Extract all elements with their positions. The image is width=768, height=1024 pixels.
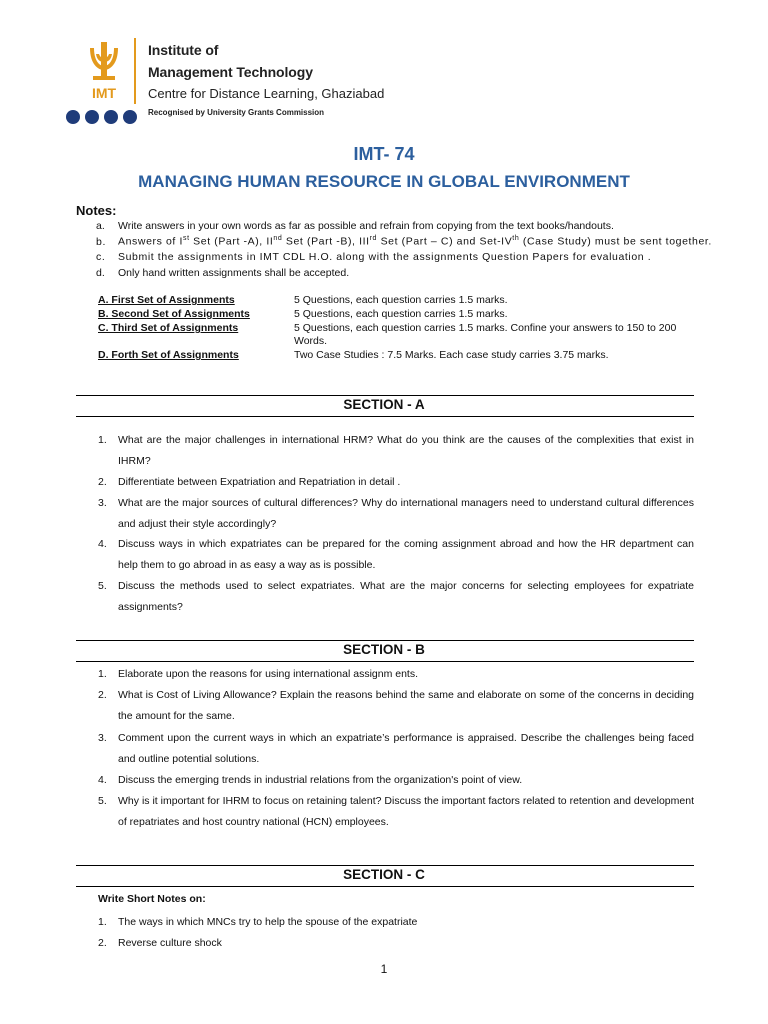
question-text: Elaborate upon the reasons for using international assignm ents.	[118, 668, 419, 680]
recognition-text: Recognised by University Grants Commission	[148, 108, 325, 117]
institute-centre: Centre for Distance Learning, Ghaziabad	[148, 86, 385, 101]
question-text: Differentiate between Expatriation and Repatriation in detail .	[118, 476, 401, 488]
question-number: 2.	[98, 937, 107, 949]
dot	[123, 110, 137, 124]
note-c	[96, 251, 651, 263]
institute-name-line2: Management Technology	[148, 64, 313, 80]
ordinal: nd	[273, 235, 283, 242]
set-d-desc: Two Case Studies : 7.5 Marks. Each case study carries 3.75 marks.	[294, 349, 609, 361]
section-rule	[76, 395, 694, 396]
set-a-desc: 5 Questions, each question carries 1.5 marks.	[294, 294, 508, 306]
note-letter: a.	[96, 220, 105, 232]
section-rule	[76, 640, 694, 641]
note-a	[96, 220, 614, 232]
question-number: 5.	[98, 795, 107, 807]
institute-name-line1: Institute of	[148, 42, 219, 58]
section-b-question-4	[98, 770, 694, 791]
section-a-question-3	[98, 493, 694, 535]
question-number: 2.	[98, 476, 107, 488]
question-text: Discuss the methods used to select expatriates. What are the major concerns for selecting employees for expatriate assignments?	[118, 580, 694, 613]
set-b-name: B. Second Set of Assignments	[98, 308, 250, 320]
ordinal: rd	[369, 235, 378, 242]
page-number: 1	[380, 962, 388, 976]
set-c-desc: 5 Questions, each question carries 1.5 marks. Confine your answers to 150 to 200 Words.	[294, 322, 677, 347]
dot	[104, 110, 118, 124]
course-code: IMT- 74	[353, 144, 415, 164]
section-b-question-1	[98, 664, 694, 685]
question-number: 3.	[98, 497, 107, 509]
imt-logo	[76, 40, 132, 102]
dot	[85, 110, 99, 124]
note-text: Only hand written assignments shall be accepted.	[118, 267, 350, 279]
question-number: 4.	[98, 774, 107, 786]
note-text: Set (Part -A), II	[189, 235, 274, 248]
question-text: Why is it important for IHRM to focus on retaining talent? Discuss the important factors related to retention and development of repatriates and host country national (HCN) employees.	[118, 795, 694, 828]
section-b-question-3	[98, 728, 694, 770]
question-text: Discuss the emerging trends in industrial relations from the organization's point of view.	[118, 774, 523, 786]
logo-text: IMT	[91, 85, 117, 101]
question-number: 1.	[98, 668, 107, 680]
note-text: Set (Part -B), III	[282, 235, 370, 248]
note-text: Answers of I	[118, 235, 183, 248]
section-rule	[76, 865, 694, 866]
question-text: Comment upon the current ways in which an expatriate’s performance is appraised. Describe the challenges being faced and outline potential solutions.	[118, 732, 694, 765]
question-number: 4.	[98, 538, 107, 550]
set-a-name: A. First Set of Assignments	[98, 294, 235, 306]
notes-label: Notes:	[76, 203, 117, 218]
note-text: Set (Part – C) and Set-IV	[377, 235, 513, 248]
question-text: What are the major challenges in international HRM? What do you think are the causes of the complexities that exist in IHRM?	[118, 434, 694, 467]
logo-divider	[134, 38, 136, 104]
section-b-question-2	[98, 685, 694, 727]
section-a-question-4	[98, 534, 694, 576]
question-text: What are the major sources of cultural differences? Why do international managers need to understand cultural differences and adjust their style accordingly?	[118, 497, 694, 530]
set-d-name: D. Forth Set of Assignments	[98, 349, 239, 361]
section-rule	[76, 416, 694, 417]
course-title: MANAGING HUMAN RESOURCE IN GLOBAL ENVIRONMENT	[138, 172, 630, 191]
section-a-title: SECTION - A	[343, 397, 425, 412]
section-c-question-1	[98, 912, 694, 933]
dot	[66, 110, 80, 124]
note-b	[96, 235, 712, 248]
note-text: (Case Study) must be sent together.	[519, 235, 712, 248]
decorative-dots	[66, 110, 137, 124]
set-c-name: C. Third Set of Assignments	[98, 322, 239, 334]
short-notes-heading: Write Short Notes on:	[98, 893, 206, 905]
section-c-question-2	[98, 933, 694, 954]
note-text: Submit the assignments in IMT CDL H.O. along with the assignments Question Papers for evaluation .	[118, 251, 652, 263]
section-a-question-5	[98, 576, 694, 618]
question-number: 2.	[98, 689, 107, 701]
note-letter: c.	[96, 251, 106, 263]
section-a-question-2	[98, 472, 694, 493]
set-b-desc: 5 Questions, each question carries 1.5 marks.	[294, 308, 508, 320]
question-number: 1.	[98, 916, 107, 928]
question-text: What is Cost of Living Allowance? Explain the reasons behind the same and elaborate on some of the concerns in deciding the amount for the same.	[118, 689, 694, 722]
section-c-title: SECTION - C	[343, 867, 425, 882]
question-number: 1.	[98, 434, 107, 446]
ordinal: st	[182, 235, 190, 242]
section-a-question-1	[98, 430, 694, 472]
section-rule	[76, 886, 694, 887]
question-text: Discuss ways in which expatriates can be prepared for the coming assignment abroad and how the HR department can help them to go abroad in as easy a way as is possible.	[118, 538, 694, 571]
section-b-title: SECTION - B	[343, 642, 425, 657]
question-text: Reverse culture shock	[118, 937, 222, 949]
question-text: The ways in which MNCs try to help the spouse of the expatriate	[118, 916, 418, 928]
section-b-question-5	[98, 791, 694, 833]
ordinal: th	[512, 235, 520, 242]
question-number: 5.	[98, 580, 107, 592]
section-rule	[76, 661, 694, 662]
note-letter: b.	[96, 235, 106, 248]
note-d	[96, 267, 349, 279]
note-text: Write answers in your own words as far as possible and refrain from copying from the text books/handouts.	[118, 220, 614, 232]
note-letter: d.	[96, 267, 105, 279]
question-number: 3.	[98, 732, 107, 744]
